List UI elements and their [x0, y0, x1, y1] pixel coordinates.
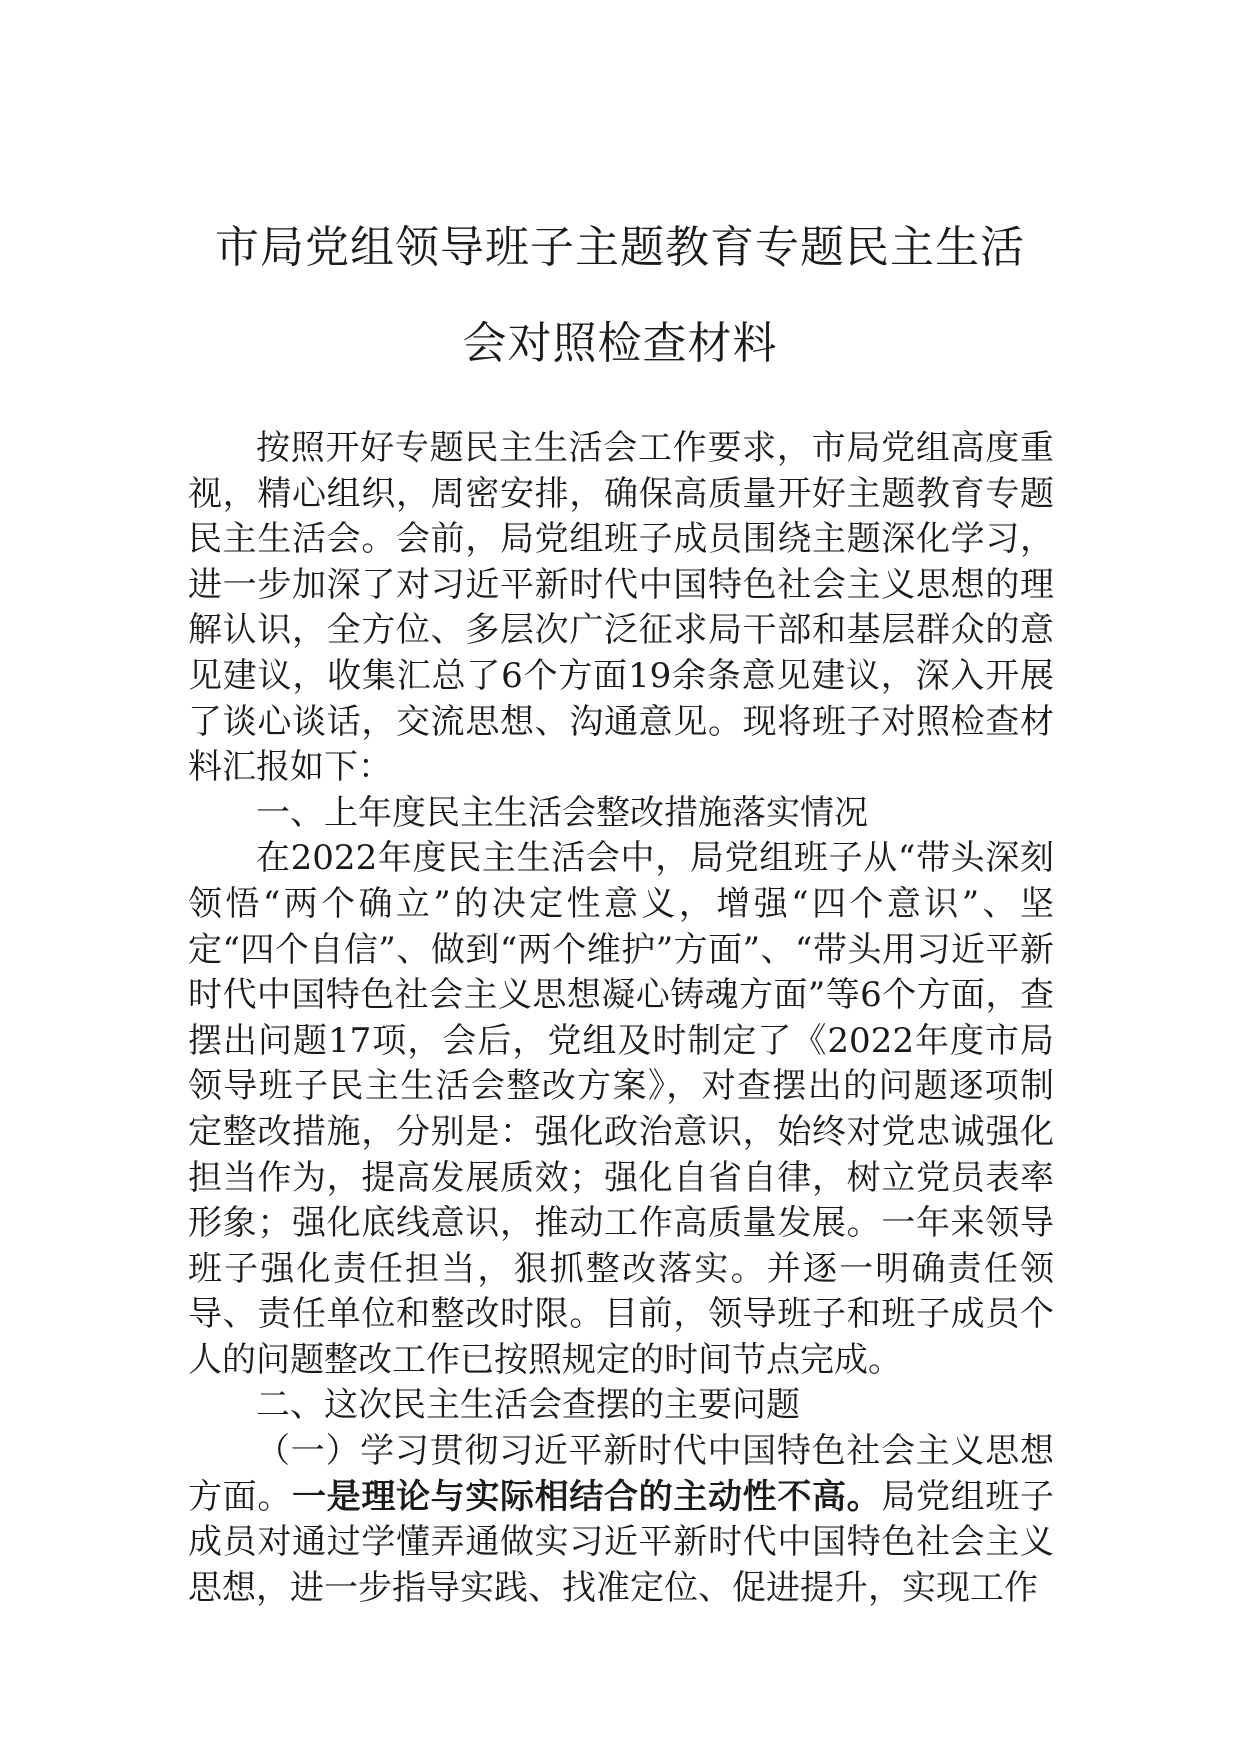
- subsection-1-lead: （一）学习贯彻习近平新时代中国特色社会主义思想方面。: [188, 1431, 1054, 1517]
- title-line-2: 会对照检查材料: [462, 318, 778, 369]
- subsection-1-paragraph: [188, 1429, 1054, 1611]
- section-1-paragraph: 在2022年度民主生活会中，局党组班子从“带头深刻领悟“两个确立”的决定性意义，增强“四个意识”、坚定“四个自信”、做到“两个维护”方面”、“带头用习近平新时代中国特色社会主义思想凝心铸魂方面”等6个方面，查摆出问题17项，会后，党组及时制定了《2022年度市局领导班子民主生活会整改方案》，对查摆出的问题逐项制定整改措施，分别是：强化政治意识，始终对党忠诚强化担当作为，提高发展质效；强化自省自律，树立党员表率形象；强化底线意识，推动工作高质量发展。一年来领导班子强化责任担当，狠抓整改落实。并逐一明确责任领导、责任单位和整改时限。目前，领导班子和班子成员个人的问题整改工作已按照规定的时间节点完成。: [188, 838, 1054, 1380]
- section-2-heading: 二、这次民主生活会查摆的主要问题: [256, 1385, 800, 1426]
- intro-paragraph: 按照开好专题民主生活会工作要求，市局党组高度重视，精心组织，周密安排，确保高质量开好主题教育专题民主生活会。会前，局党组班子成员围绕主题深化学习，进一步加深了对习近平新时代中国特色社会主义思想的理解认识，全方位、多层次广泛征求局干部和基层群众的意见建议，收集汇总了6个方面19余条意见建议，深入开展了谈心谈话，交流思想、沟通意见。现将班子对照检查材料汇报如下：: [188, 428, 1054, 788]
- title-line-1: 市局党组领导班子主题教育专题民主生活: [215, 222, 1025, 273]
- subsection-1-bold-point: 一是理论与实际相结合的主动性不高。: [292, 1476, 882, 1517]
- subsection-1-text: 局党组班子成员对通过学懂弄通做实习近平新时代中国特色社会主义思想，进一步指导实践、找准定位、促进提升，实现工作: [188, 1476, 1055, 1608]
- document-title: [150, 200, 1090, 392]
- section-1-heading: 一、上年度民主生活会整改措施落实情况: [256, 792, 868, 833]
- document-body: [188, 426, 1054, 1611]
